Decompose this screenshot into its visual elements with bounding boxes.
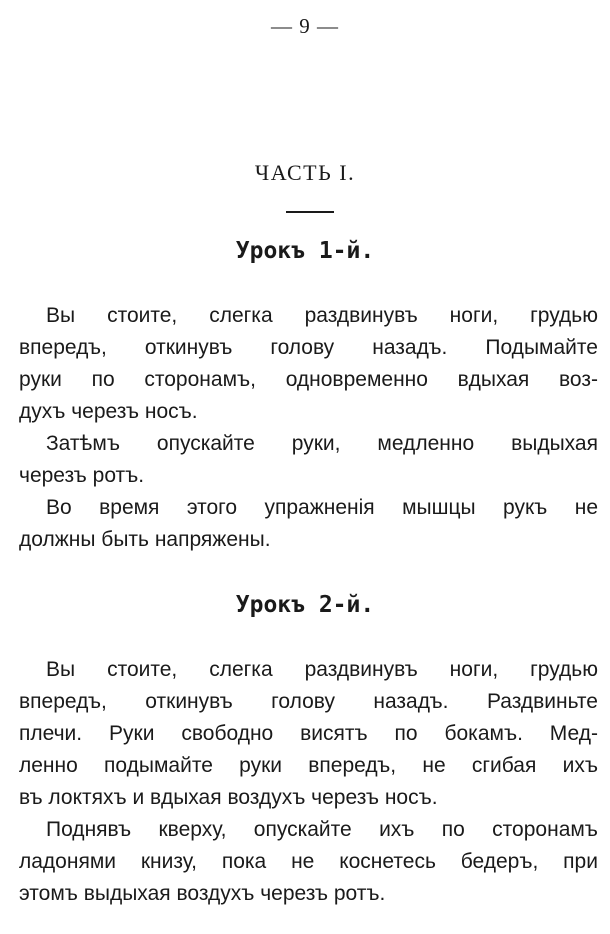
word: пока	[221, 850, 267, 873]
word: голову	[271, 690, 335, 713]
word: слегка	[209, 304, 273, 327]
word: ноги,	[449, 304, 499, 327]
word: время	[99, 496, 160, 519]
word: по	[394, 722, 418, 745]
word: голову	[270, 336, 335, 359]
word: не	[422, 754, 446, 777]
word: коснетесь	[339, 850, 436, 873]
word: грудью	[530, 658, 598, 681]
word: слегка	[209, 658, 273, 681]
word: книзу,	[140, 850, 197, 873]
word: Вы	[46, 304, 76, 327]
text-line	[19, 332, 598, 364]
word: раздвинувъ	[304, 658, 418, 681]
word: Руки	[109, 722, 155, 745]
word: ихъ	[379, 818, 415, 841]
text-line	[19, 686, 598, 718]
word: назадъ.	[373, 690, 449, 713]
word: кверху,	[158, 818, 227, 841]
word: Раздвиньте	[486, 690, 598, 713]
word: руки,	[291, 432, 341, 455]
word: стоите,	[107, 658, 178, 681]
word: плечи.	[19, 722, 83, 745]
page-number: — 9 —	[271, 14, 339, 38]
word: руки	[19, 368, 62, 391]
word: выдыхая	[511, 432, 598, 455]
word: рукъ	[503, 496, 548, 519]
text-line	[46, 654, 598, 686]
text-line	[46, 300, 598, 332]
text-line	[19, 750, 598, 782]
word: Мед-	[549, 722, 598, 745]
title-divider	[286, 211, 334, 213]
text-line	[19, 718, 598, 750]
word: впередъ,	[19, 336, 107, 359]
text-line	[19, 364, 598, 396]
word: вдыхая	[457, 368, 530, 391]
text-line	[46, 428, 598, 460]
word: назадъ.	[372, 336, 448, 359]
word: откинувъ	[145, 690, 233, 713]
word: упражненія	[264, 496, 375, 519]
word: не	[574, 496, 598, 519]
text-line	[46, 492, 598, 524]
word: сторонамъ	[492, 818, 598, 841]
part-title: ЧАСТЬ I.	[254, 160, 356, 185]
word: свободно	[181, 722, 274, 745]
word: одновременно	[285, 368, 428, 391]
text-line: этомъ выдыхая воздухъ черезъ ротъ.	[19, 882, 386, 905]
lesson-heading: Урокъ 1-й.	[235, 238, 375, 264]
word: опускайте	[253, 818, 352, 841]
text-line: должны быть напряжены.	[19, 528, 271, 551]
text-line: въ локтяхъ и вдыхая воздухъ черезъ носъ.	[19, 786, 438, 809]
word: Затѣмъ	[46, 432, 120, 455]
text-line	[46, 814, 598, 846]
word: Поднявъ	[46, 818, 132, 841]
word: по	[441, 818, 465, 841]
word: руки	[239, 754, 283, 777]
word: бедеръ,	[460, 850, 539, 873]
text-line	[19, 846, 598, 878]
word: ихъ	[562, 754, 598, 777]
word: Во	[46, 496, 72, 519]
word: грудью	[530, 304, 598, 327]
word: впередъ,	[19, 690, 107, 713]
word: впередъ,	[308, 754, 397, 777]
word: бокамъ.	[444, 722, 523, 745]
lesson-heading: Урокъ 2-й.	[235, 592, 375, 618]
word: этого	[186, 496, 238, 519]
word: Подымайте	[485, 336, 598, 359]
word: раздвинувъ	[304, 304, 418, 327]
word: мышцы	[402, 496, 476, 519]
word: опускайте	[156, 432, 255, 455]
word: ноги,	[449, 658, 499, 681]
word: медленно	[377, 432, 475, 455]
word: стоите,	[107, 304, 178, 327]
word: сгибая	[471, 754, 537, 777]
word: воз-	[558, 368, 598, 391]
word: по	[91, 368, 115, 391]
word: Вы	[46, 658, 76, 681]
text-line: духъ черезъ носъ.	[19, 400, 198, 423]
word: ладонями	[19, 850, 117, 873]
word: не	[291, 850, 315, 873]
word: подымайте	[104, 754, 213, 777]
word: при	[563, 850, 598, 873]
word: откинувъ	[144, 336, 233, 359]
text-line: черезъ ротъ.	[19, 464, 145, 487]
word: сторонамъ,	[144, 368, 256, 391]
word: ленно	[19, 754, 78, 777]
word: висятъ	[300, 722, 368, 745]
